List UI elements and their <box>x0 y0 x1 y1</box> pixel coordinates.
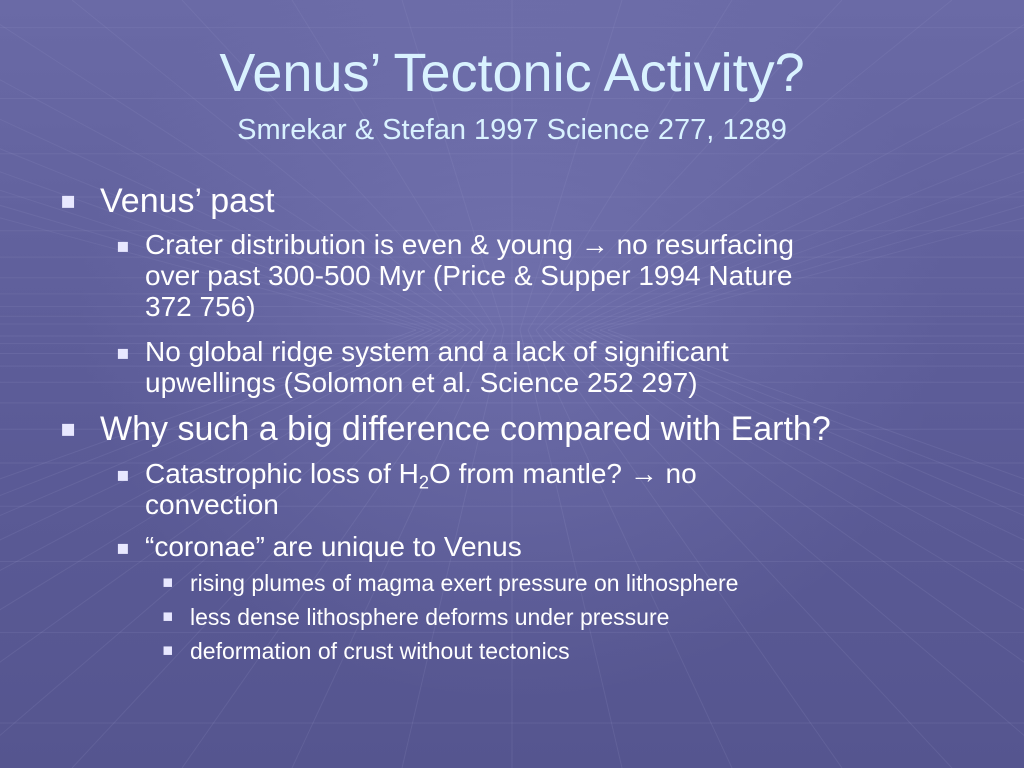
bullet-crater-line1 <box>145 229 965 260</box>
crater-line1-part-a: Crater distribution is even & young <box>145 229 573 260</box>
bullet-less-dense: less dense lithosphere deforms under pressure <box>190 604 670 630</box>
bullet-icon: ▪ <box>162 640 174 660</box>
bullet-icon: ▪ <box>116 340 130 364</box>
bullet-why-difference: Why such a big difference compared with Earth? <box>100 410 831 448</box>
bullet-icon: ▪ <box>60 186 77 214</box>
bullet-icon: ▪ <box>116 233 130 257</box>
subscript-2: 2 <box>418 472 430 493</box>
bullet-rising-plumes: rising plumes of magma exert pressure on lithosphere <box>190 570 739 596</box>
bullet-ridge-line1: No global ridge system and a lack of significant <box>145 336 729 367</box>
bullet-crater-line3: 372 756) <box>145 291 256 322</box>
bullet-catastrophic-loss <box>145 458 965 520</box>
arrow-icon: → <box>580 229 609 260</box>
bullet-coronae: “coronae” are unique to Venus <box>145 531 522 562</box>
bullet-loss-line1 <box>145 458 965 493</box>
bullet-ridge-line2: upwellings (Solomon et al. Science 252 297) <box>145 367 698 398</box>
crater-line1-part-b: no resurfacing <box>616 229 794 260</box>
bullet-crater-distribution <box>145 229 965 322</box>
slide-title: Venus’ Tectonic Activity? <box>219 43 805 103</box>
loss-line1-part-c: no <box>665 458 697 489</box>
bullet-loss-line2: convection <box>145 489 279 520</box>
loss-line1-part-b: O from mantle? <box>429 458 622 489</box>
bullet-icon: ▪ <box>116 535 130 559</box>
bullet-icon: ▪ <box>60 414 77 442</box>
bullet-venus-past: Venus’ past <box>100 182 275 220</box>
bullet-deformation: deformation of crust without tectonics <box>190 638 570 664</box>
loss-line1-part-a: Catastrophic loss of H <box>145 458 419 489</box>
slide-subtitle: Smrekar & Stefan 1997 Science 277, 1289 <box>237 114 787 146</box>
bullet-icon: ▪ <box>162 606 174 626</box>
bullet-icon: ▪ <box>116 462 130 486</box>
bullet-crater-line2: over past 300-500 Myr (Price & Supper 1994 Nature <box>145 260 793 291</box>
bullet-icon: ▪ <box>162 572 174 592</box>
bullet-ridge-system <box>145 336 965 398</box>
arrow-icon: → <box>629 458 658 489</box>
